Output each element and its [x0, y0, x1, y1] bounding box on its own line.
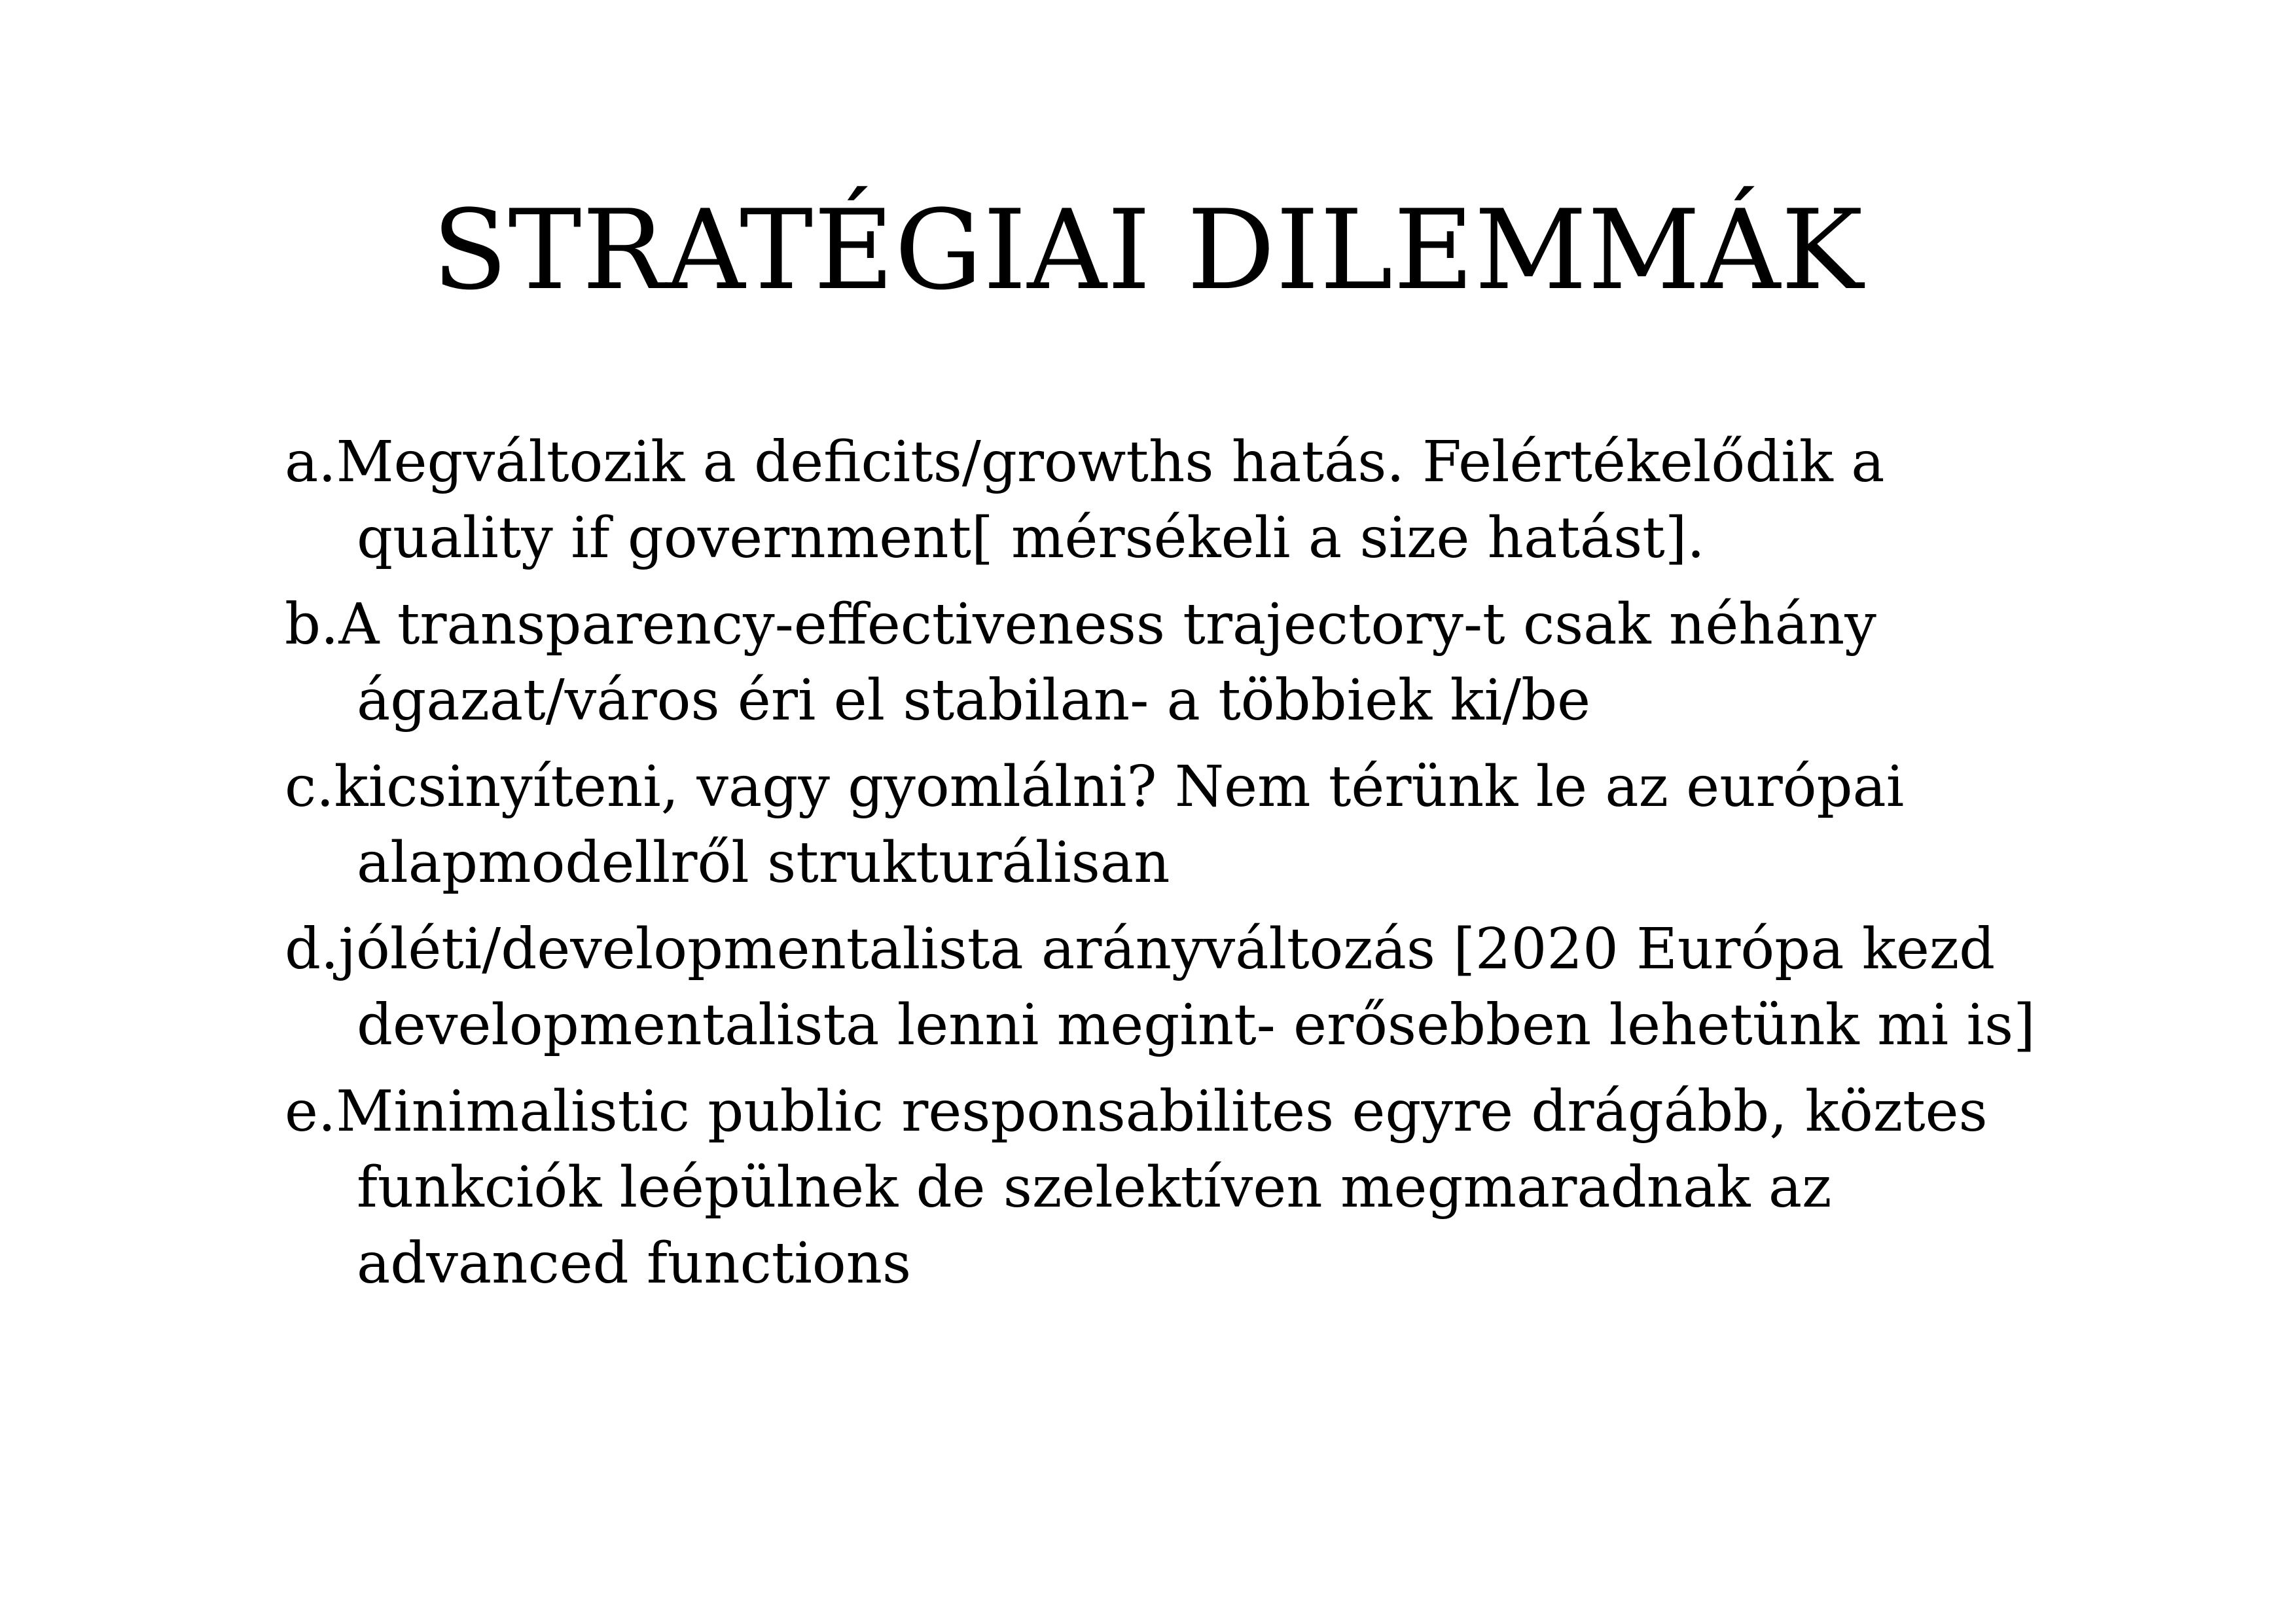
slide-title: STRATÉGIAI DILEMMÁK: [432, 186, 1864, 314]
list-item-e: e.Minimalistic public responsabilites egyre drágább, köztes funkciók leépülnek de szelektíven megmaradnak az advanced functions: [285, 1079, 1988, 1296]
list-item-b: b.A transparency-effectiveness trajectory-t csak néhány ágazat/város éri el stabilan- a többiek ki/be: [285, 592, 1876, 733]
list-item-c: c.kicsinyíteni, vagy gyomlálni? Nem térünk le az európai alapmodellről strukturálisan: [285, 754, 1905, 896]
list-item-a: a.Megváltozik a deficits/growths hatás. Felértékelődik a quality if government[ mérsékeli a size hatást].: [285, 429, 1885, 571]
list-item-d: d.jóléti/developmentalista arányváltozás [2020 Európa kezd developmentalista lenni megint- erősebben lehetünk mi is]: [285, 917, 2036, 1058]
dilemma-list: [285, 424, 2039, 1312]
